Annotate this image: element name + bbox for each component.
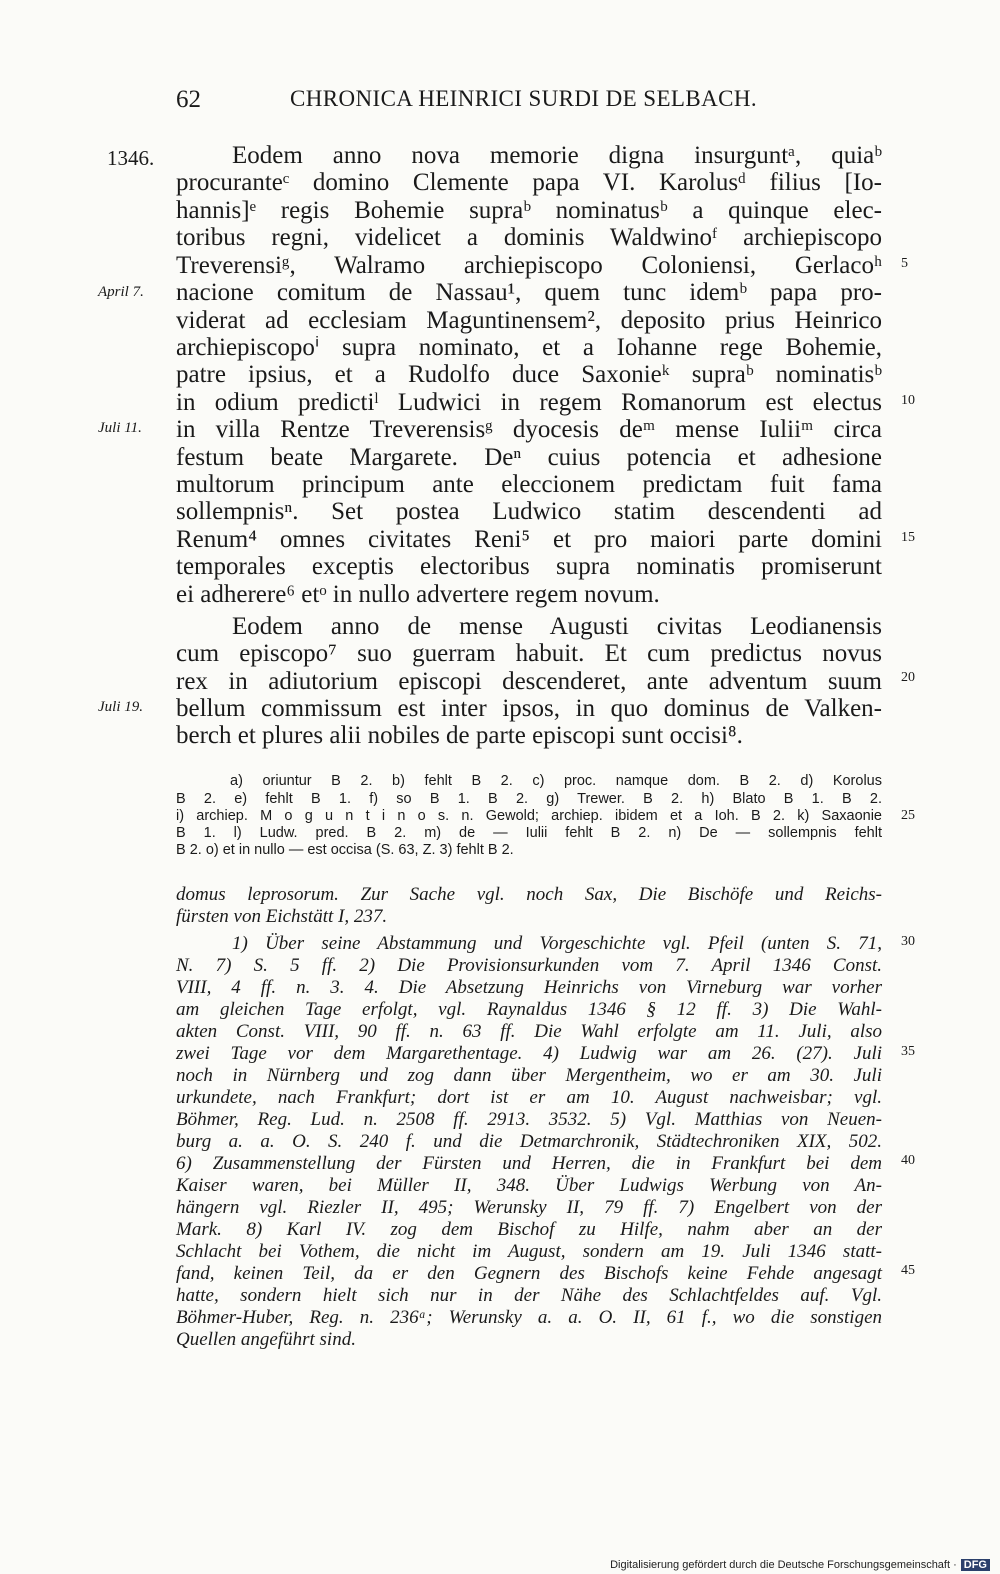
line-number: 10: [901, 393, 915, 408]
text-line: patre ipsius, et a Rudolfo duce Saxonieᵏ supraᵇ nominatisᵇ: [176, 361, 882, 388]
text-line: procuranteᶜ domino Clemente papa VI. Karolusᵈ filius [Io-: [176, 169, 882, 196]
note-line: am gleichen Tage erfolgt, vgl. Raynaldus 1346 § 12 ff. 3) Die Wahl-: [176, 999, 882, 1020]
text-line: sollempnisⁿ. Set postea Ludwico statim descendenti ad: [176, 498, 882, 525]
note-line: N. 7) S. 5 ff. 2) Die Provisionsurkunden vom 7. April 1346 Const.: [176, 955, 882, 976]
text-line: bellum commissum est inter ipsos, in quo dominus de Valken-: [176, 695, 882, 722]
margin-date: Juli 19.: [98, 699, 143, 715]
note-line: burg a. a. O. S. 240 f. und die Detmarchronik, Städtechroniken XIX, 502.: [176, 1131, 882, 1152]
note-line: Kaiser waren, bei Müller II, 348. Über Ludwigs Werbung von An-: [176, 1175, 882, 1196]
text-line: rex in adiutorium episcopi descenderet, ante adventum suum: [176, 668, 882, 695]
note-line: domus leprosorum. Zur Sache vgl. noch Sax, Die Bischöfe und Reichs-: [176, 884, 882, 905]
note-line: Schlacht bei Vothem, die nicht im August, sondern am 19. Juli 1346 statt-: [176, 1241, 882, 1262]
text-line: Eodem anno de mense Augusti civitas Leodianensis: [232, 613, 882, 640]
line-number: 35: [901, 1044, 915, 1059]
note-line: Quellen angeführt sind.: [176, 1329, 356, 1350]
text-line: berch et plures alii nobiles de parte episcopi sunt occisi⁸.: [176, 722, 743, 749]
text-line: viderat ad ecclesiam Maguntinensem², deposito prius Heinrico: [176, 307, 882, 334]
apparatus-line: a) oriuntur B 2. b) fehlt B 2. c) proc. namque dom. B 2. d) Korolus: [230, 773, 882, 789]
text-line: in odium predictiˡ Ludwici in regem Romanorum est electus: [176, 389, 882, 416]
text-line: festum beate Margarete. Deⁿ cuius potencia et adhesione: [176, 444, 882, 471]
text-line: Eodem anno nova memorie digna insurguntᵃ, quiaᵇ: [232, 142, 882, 169]
note-line: VIII, 4 ff. n. 3. 4. Die Absetzung Heinrichs von Virneburg war vorher: [176, 977, 882, 998]
margin-year: 1346.: [107, 146, 155, 170]
running-title: CHRONICA HEINRICI SURDI DE SELBACH.: [290, 86, 757, 111]
digitization-footer: [610, 1559, 990, 1571]
line-number: 5: [901, 256, 908, 271]
page-number: 62: [176, 86, 201, 113]
text-line: Treverensiᵍ, Walramo archiepiscopo Coloniensi, Gerlacoʰ: [176, 252, 882, 279]
text-line: archiepiscopoⁱ supra nominato, et a Iohanne rege Bohemie,: [176, 334, 882, 361]
dfg-logo: DFG: [961, 1559, 990, 1571]
note-line: hängern vgl. Riezler II, 495; Werunsky II, 79 ff. 7) Engelbert von der: [176, 1197, 882, 1218]
margin-date: Juli 11.: [98, 420, 142, 436]
text-line: ei adherere⁶ etᵒ in nullo advertere regem novum.: [176, 581, 660, 608]
line-number: 45: [901, 1263, 915, 1278]
note-line: 6) Zusammenstellung der Fürsten und Herren, die in Frankfurt bei dem: [176, 1153, 882, 1174]
note-line: Böhmer-Huber, Reg. n. 236ᵃ; Werunsky a. a. O. II, 61 f., wo die sonstigen: [176, 1307, 882, 1328]
note-line: zwei Tage vor dem Margarethentage. 4) Ludwig war am 26. (27). Juli: [176, 1043, 882, 1064]
apparatus-line: B 2. o) et in nullo — est occisa (S. 63, Z. 3) fehlt B 2.: [176, 842, 514, 858]
text-line: cum episcopo⁷ suo guerram habuit. Et cum predictus novus: [176, 640, 882, 667]
text-line: temporales exceptis electoribus supra nominatis promiserunt: [176, 553, 882, 580]
footer-text: Digitalisierung gefördert durch die Deutsche Forschungsgemeinschaft ·: [610, 1559, 957, 1571]
note-line: 1) Über seine Abstammung und Vorgeschichte vgl. Pfeil (unten S. 71,: [232, 933, 882, 954]
text-line: toribus regni, videlicet a dominis Waldwinoᶠ archiepiscopo: [176, 224, 882, 251]
note-line: Böhmer, Reg. Lud. n. 2508 ff. 2913. 3532. 5) Vgl. Matthias von Neuen-: [176, 1109, 882, 1130]
apparatus-line: B 1. l) Ludw. pred. B 2. m) de — Iulii fehlt B 2. n) De — sollempnis fehlt: [176, 825, 882, 841]
margin-date: April 7.: [98, 284, 144, 300]
note-line: fürsten von Eichstätt I, 237.: [176, 906, 388, 927]
text-line: nacione comitum de Nassau¹, quem tunc idemᵇ papa pro-: [176, 279, 882, 306]
note-line: urkundete, nach Frankfurt; dort ist er am 10. August nachweisbar; vgl.: [176, 1087, 882, 1108]
line-number: 30: [901, 934, 915, 949]
apparatus-line: i) archiep. M o g u n t i n o s. n. Gewold; archiep. ibidem et a Ioh. B 2. k) Saxaonie: [176, 808, 882, 824]
apparatus-line: B 2. e) fehlt B 1. f) so B 1. B 2. g) Trewer. B 2. h) Blato B 1. B 2.: [176, 791, 882, 807]
note-line: fand, keinen Teil, da er den Gegnern des Bischofs keine Fehde angesagt: [176, 1263, 882, 1284]
text-line: Renum⁴ omnes civitates Reni⁵ et pro maiori parte domini: [176, 526, 882, 553]
text-line: multorum principum ante eleccionem predictam fuit fama: [176, 471, 882, 498]
line-number: 15: [901, 530, 915, 545]
note-line: noch in Nürnberg und zog dann über Mergentheim, wo er am 30. Juli: [176, 1065, 882, 1086]
text-line: hannis]ᵉ regis Bohemie supraᵇ nominatusᵇ a quinque elec-: [176, 197, 882, 224]
line-number: 20: [901, 670, 915, 685]
note-line: hatte, sondern hielt sich nur in der Nähe des Schlachtfeldes auf. Vgl.: [176, 1285, 882, 1306]
note-line: Mark. 8) Karl IV. zog dem Bischof zu Hilfe, nahm aber an der: [176, 1219, 882, 1240]
note-line: akten Const. VIII, 90 ff. n. 63 ff. Die Wahl erfolgte am 11. Juli, also: [176, 1021, 882, 1042]
text-line: in villa Rentze Treverensisᵍ dyocesis deᵐ mense Iuliiᵐ circa: [176, 416, 882, 443]
line-number: 40: [901, 1153, 915, 1168]
line-number: 25: [901, 808, 915, 823]
